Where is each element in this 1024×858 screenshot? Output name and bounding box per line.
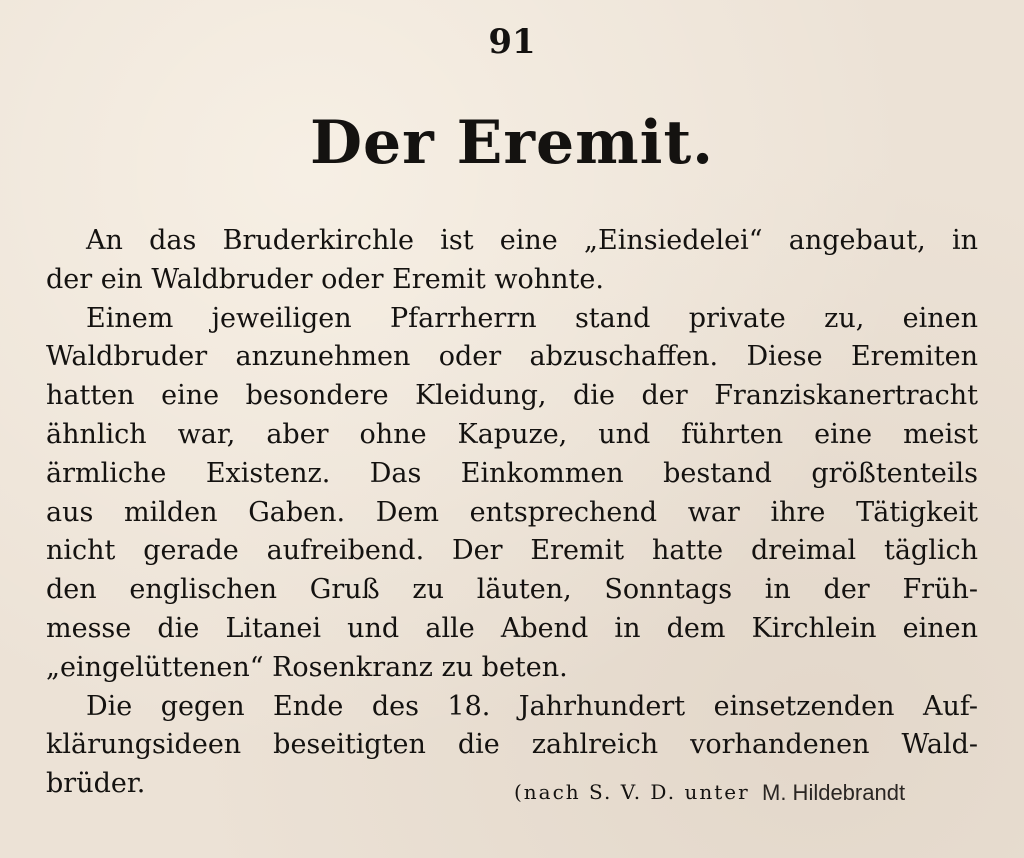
text-line: den englischen Gruß zu läuten, Sonntags in der Früh- — [46, 574, 978, 606]
text-line: hatten eine besondere Kleidung, die der Franziskanertracht — [46, 380, 978, 412]
text-line: Einem jeweiligen Pfarrherrn stand private zu, einen — [86, 302, 978, 334]
text-line: klärungsideen beseitigten die zahlreich vorhandenen Wald- — [46, 729, 978, 761]
text-line: ärmliche Existenz. Das Einkommen bestand größtenteils — [46, 457, 978, 489]
overlay-signature: M. Hildebrandt — [762, 780, 906, 805]
page-title: Der Eremit. — [309, 108, 715, 178]
body-text — [46, 222, 978, 804]
text-line: ähnlich war, aber ohne Kapuze, und führten eine meist — [46, 418, 978, 450]
text-line: nicht gerade aufreibend. Der Eremit hatte dreimal täglich — [46, 535, 978, 567]
text-line: messe die Litanei und alle Abend in dem Kirchlein einen — [46, 612, 978, 644]
paragraph-2 — [46, 300, 978, 688]
text-line: der ein Waldbruder oder Eremit wohnte. — [46, 263, 604, 295]
text-line: Waldbruder anzunehmen oder abzuschaffen. Diese Eremiten — [46, 341, 978, 373]
text-line: Die gegen Ende des 18. Jahrhundert einsetzenden Auf- — [86, 690, 978, 722]
text-line: An das Bruderkirchle ist eine „Einsiedelei“ angebaut, in — [86, 225, 978, 256]
text-line: brüder. — [46, 768, 146, 800]
page-number: 91 — [488, 22, 536, 62]
paragraph-1 — [46, 222, 978, 300]
text-line: aus milden Gaben. Dem entsprechend war ihre Tätigkeit — [46, 496, 978, 528]
source-note: (nach S. V. D. unter — [514, 780, 750, 804]
text-line: „eingelüttenen“ Rosenkranz zu beten. — [46, 651, 568, 683]
